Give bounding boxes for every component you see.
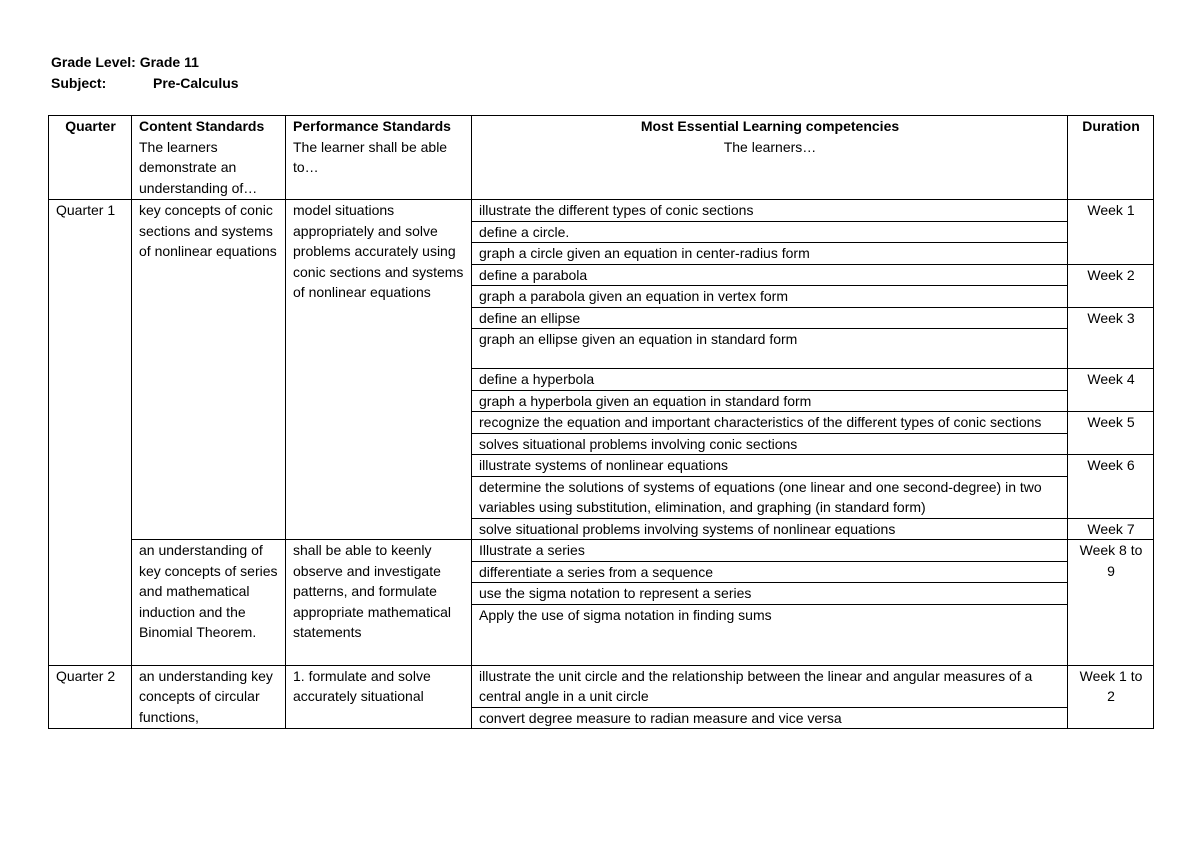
competency-cell: illustrate systems of nonlinear equations	[472, 455, 1068, 477]
col-content-title: Content Standards	[139, 118, 265, 134]
subject-label: Subject:	[51, 75, 107, 91]
table-row	[49, 665, 1154, 707]
col-quarter-title: Quarter	[65, 118, 116, 134]
duration-cell: Week 8 to 9	[1068, 540, 1154, 666]
duration-cell: Week 3	[1068, 307, 1154, 369]
competency-cell: solve situational problems involving systems of nonlinear equations	[472, 518, 1068, 540]
competency-cell: graph a hyperbola given an equation in standard form	[472, 390, 1068, 412]
grade-level-line	[51, 52, 239, 73]
competency-cell: recognize the equation and important characteristics of the different types of conic sections	[472, 412, 1068, 434]
duration-cell: Week 7	[1068, 518, 1154, 540]
col-quarter-header	[49, 116, 132, 200]
col-performance-header	[286, 116, 472, 200]
duration-cell: Week 4	[1068, 369, 1154, 412]
performance-standard-cell: 1. formulate and solve accurately situational	[286, 665, 472, 729]
document-header	[51, 52, 239, 94]
duration-cell: Week 5	[1068, 412, 1154, 455]
duration-cell: Week 2	[1068, 264, 1154, 307]
competency-cell: convert degree measure to radian measure and vice versa	[472, 707, 1068, 729]
grade-level-label: Grade Level:	[51, 54, 136, 70]
col-competency-subtitle: The learners…	[723, 138, 817, 155]
table-header-row	[49, 116, 1154, 200]
competency-cell: solves situational problems involving conic sections	[472, 433, 1068, 455]
col-performance-title: Performance Standards	[293, 118, 451, 134]
competency-cell: define a parabola	[472, 264, 1068, 286]
col-performance-subtitle: The learner shall be able to…	[293, 138, 448, 175]
competency-cell: Apply the use of sigma notation in finding sums	[472, 604, 1068, 665]
col-content-header	[132, 116, 286, 200]
competency-cell: define a hyperbola	[472, 369, 1068, 391]
col-competency-title: Most Essential Learning competencies	[640, 118, 900, 134]
competency-cell: graph an ellipse given an equation in standard form	[472, 329, 1068, 369]
performance-standard-cell: shall be able to keenly observe and investigate patterns, and formulate appropriate mathematical statements	[286, 540, 472, 666]
competency-cell: determine the solutions of systems of equations (one linear and one second-degree) in two variables using substitution, elimination, and graphing (in standard form)	[472, 476, 1068, 518]
grade-level-value: Grade 11	[139, 54, 199, 70]
performance-standard-cell: model situations appropriately and solve problems accurately using conic sections and systems of nonlinear equations	[286, 200, 472, 540]
competency-cell: define an ellipse	[472, 307, 1068, 329]
subject-value: Pre-Calculus	[153, 75, 239, 91]
subject-line	[51, 73, 239, 94]
col-duration-header	[1068, 116, 1154, 200]
col-competency-header	[472, 116, 1068, 200]
competency-cell: illustrate the different types of conic sections	[472, 200, 1068, 222]
content-standard-cell: an understanding key concepts of circular functions,	[132, 665, 286, 729]
competency-cell: Illustrate a series	[472, 540, 1068, 562]
table-row	[49, 540, 1154, 562]
col-duration-title: Duration	[1082, 118, 1140, 134]
col-content-subtitle: The learners demonstrate an understanding of…	[139, 138, 258, 196]
competency-cell: graph a circle given an equation in center-radius form	[472, 243, 1068, 265]
competencies-table	[48, 115, 1154, 729]
content-standard-cell: key concepts of conic sections and systems of nonlinear equations	[132, 200, 286, 540]
duration-cell: Week 6	[1068, 455, 1154, 519]
competency-cell: differentiate a series from a sequence	[472, 561, 1068, 583]
competency-cell: define a circle.	[472, 221, 1068, 243]
competency-cell: graph a parabola given an equation in vertex form	[472, 286, 1068, 308]
quarter-2-cell: Quarter 2	[49, 665, 132, 729]
competency-cell: use the sigma notation to represent a series	[472, 583, 1068, 605]
quarter-1-cell: Quarter 1	[49, 200, 132, 666]
content-standard-cell: an understanding of key concepts of series and mathematical induction and the Binomial Theorem.	[132, 540, 286, 666]
duration-cell: Week 1 to 2	[1068, 665, 1154, 729]
competency-cell: illustrate the unit circle and the relationship between the linear and angular measures of a central angle in a unit circle	[472, 665, 1068, 707]
duration-cell: Week 1	[1068, 200, 1154, 265]
table-row	[49, 200, 1154, 222]
